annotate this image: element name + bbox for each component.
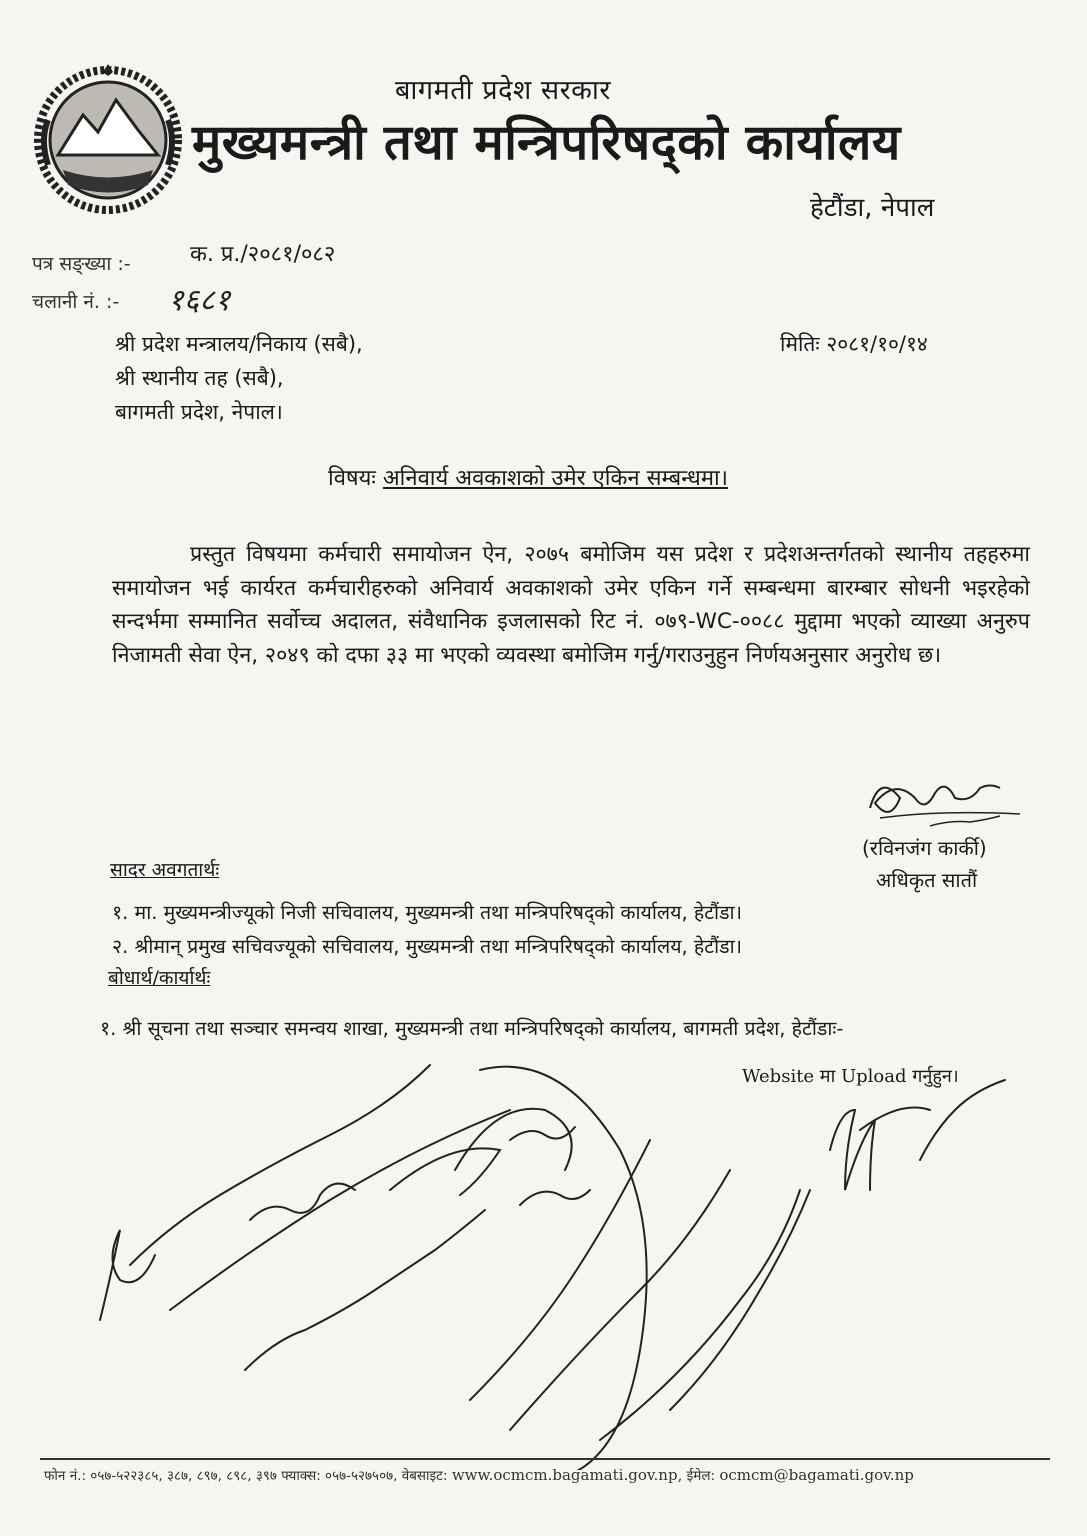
letter-number-label: पत्र सङ्ख्या :- [32, 253, 131, 275]
addressee-line: श्री प्रदेश मन्त्रालय/निकाय (सबै), [115, 332, 363, 356]
footer-email: ocmcm@bagamati.gov.np [719, 1466, 914, 1484]
cc-action-heading: बोधार्थ/कार्यार्थः [108, 967, 211, 989]
addressee-line: बागमती प्रदेश, नेपाल। [115, 400, 283, 424]
cc-action-item: १. श्री सूचना तथा सञ्चार समन्वय शाखा, मुख्यमन्त्री तथा मन्त्रिपरिषद्को कार्यालय, बागमती प्रदेश, हेटौंडाः- [100, 1017, 844, 1040]
cc-info-item: १. मा. मुख्यमन्त्रीज्यूको निजी सचिवालय, मुख्यमन्त्री तथा मन्त्रिपरिषद्को कार्यालय, हेटौंडा। [112, 901, 742, 924]
letter-body: प्रस्तुत विषयमा कर्मचारी समायोजन ऐन, २०७५ बमोजिम यस प्रदेश र प्रदेशअन्तर्गतको स्थानीय तहहरुमा समायोजन भई कार्यरत कर्मचारीहरुको अनिवार्य अवकाशको उमेर एकिन गर्ने सम्बन्धमा बारम्बार सोधनी भइरहेको सन्दर्भमा सम्मानित सर्वोच्च अदालत, संवैधानिक इजलासको रिट नं. ०७९-WC-००८८ मुद्दामा भएको व्याख्या अनुरुप निजामती सेवा ऐन, २०४९ को दफा ३३ मा भएको व्यवस्था बमोजिम गर्नु/गराउनुहुन निर्णयअनुसार अनुरोध छ। [112, 542, 1030, 668]
upload-note: Website मा Upload गर्नुहुन। [742, 1066, 959, 1087]
handwritten-notes [60, 1010, 1060, 1470]
dispatch-number-value: १६८१ [168, 283, 231, 318]
letter-date: मितिः २०८१/१०/१४ [780, 332, 928, 356]
cc-info-item: २. श्रीमान् प्रमुख सचिवज्यूको सचिवालय, मुख्यमन्त्री तथा मन्त्रिपरिषद्को कार्यालय, हेटौंडा। [112, 935, 743, 958]
subject-text: अनिवार्य अवकाशको उमेर एकिन सम्बन्धमा। [382, 466, 729, 491]
signer-title: अधिकृत सातौं [876, 868, 978, 892]
letter-number-value: क. प्र./२०८१/०८२ [190, 242, 336, 267]
subject-label: विषयः [328, 466, 376, 491]
footer-phone-fax: फोन नं.: ०५७-५२२३८५, ३८७, ८९७, ८९८, ३९७ फ्याक्स: ०५७-५२७५०७, वेबसाइट: [44, 1468, 448, 1484]
footer-divider [40, 1458, 1050, 1460]
footer-email-label: ईमेल: [686, 1468, 716, 1484]
signer-name: (रविनजंग कार्की) [862, 836, 987, 860]
footer-website: www.ocmcm.bagamati.gov.np, [451, 1466, 683, 1484]
office-name: मुख्यमन्त्री तथा मन्त्रिपरिषद्को कार्यालय [192, 114, 901, 171]
footer-contact [44, 1466, 914, 1484]
government-name: बागमती प्रदेश सरकार [395, 75, 611, 106]
cc-info-heading: सादर अवगतार्थः [110, 859, 220, 881]
office-address: हेटौंडा, नेपाल [810, 193, 935, 223]
addressee-line: श्री स्थानीय तह (सबै), [115, 366, 284, 390]
dispatch-number-label: चलानी नं. :- [32, 291, 120, 313]
nepal-emblem-logo [28, 60, 188, 220]
subject-line [328, 462, 728, 492]
